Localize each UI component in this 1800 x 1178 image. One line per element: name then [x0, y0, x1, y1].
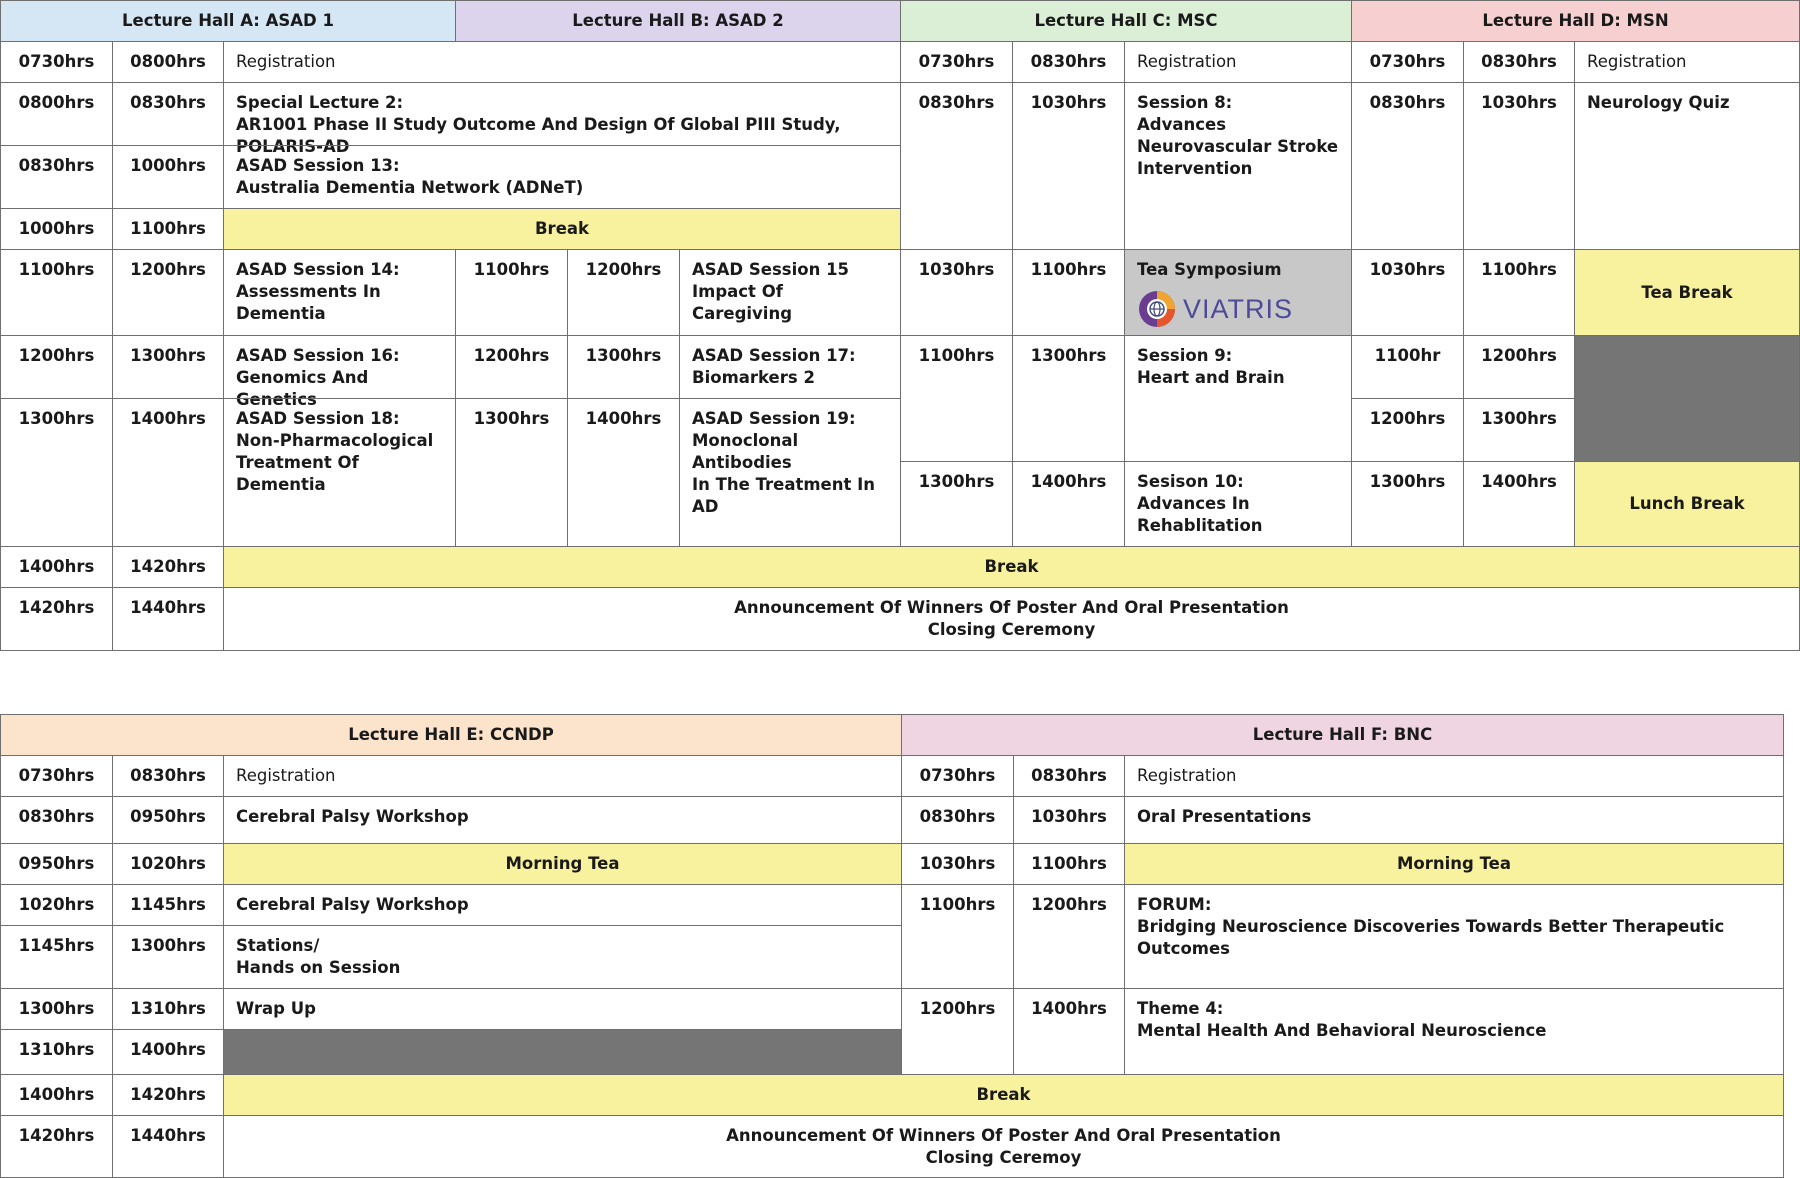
time-start: 1310hrs	[0, 1029, 113, 1075]
session-neurology-quiz: Neurology Quiz	[1574, 82, 1800, 250]
blocked-slot	[1574, 335, 1800, 462]
time-start: 1300hrs	[1351, 461, 1464, 547]
time-end: 0830hrs	[1013, 755, 1125, 797]
time-end: 1200hrs	[1013, 884, 1125, 989]
viatris-logo	[1137, 289, 1339, 329]
time-start: 0730hrs	[900, 41, 1013, 83]
time-end: 1420hrs	[112, 1074, 224, 1116]
hall-e-header: Lecture Hall E: CCNDP	[0, 714, 902, 756]
time-end: 1300hrs	[112, 335, 224, 399]
session-hands-on: Stations/ Hands on Session	[223, 925, 902, 989]
time-start: 1420hrs	[0, 1115, 113, 1178]
time-start: 1000hrs	[0, 208, 113, 250]
time-start: 1100hrs	[901, 884, 1014, 989]
session-9: Session 9: Heart and Brain	[1124, 335, 1352, 462]
time-start: 1400hrs	[0, 546, 113, 588]
session-asad-13: ASAD Session 13: Australia Dementia Network (ADNeT)	[223, 145, 901, 209]
time-end: 1400hrs	[112, 398, 224, 547]
session-wrap-up: Wrap Up	[223, 988, 902, 1030]
session-asad-17: ASAD Session 17: Biomarkers 2	[679, 335, 901, 399]
session-asad-14: ASAD Session 14: Assessments In Dementia	[223, 249, 456, 336]
session-registration: Registration	[223, 41, 901, 83]
tea-break-cell: Tea Break	[1574, 249, 1800, 336]
time-end: 1400hrs	[1012, 461, 1125, 547]
time-start: 1200hrs	[1351, 398, 1464, 462]
time-start: 0830hrs	[0, 145, 113, 209]
tea-symposium-cell	[1124, 249, 1352, 336]
session-asad-15: ASAD Session 15 Impact Of Caregiving	[679, 249, 901, 336]
session-theme-4: Theme 4: Mental Health And Behavioral Neuroscience	[1124, 988, 1784, 1075]
closing-ceremony-cell: Announcement Of Winners Of Poster And Oral Presentation Closing Ceremony	[223, 587, 1800, 651]
hall-d-header: Lecture Hall D: MSN	[1351, 0, 1800, 42]
closing-ceremony-cell: Announcement Of Winners Of Poster And Oral Presentation Closing Ceremoy	[223, 1115, 1784, 1178]
session-registration: Registration	[1124, 755, 1784, 797]
time-end: 0800hrs	[112, 41, 224, 83]
time-end: 1400hrs	[112, 1029, 224, 1075]
time-start: 1200hrs	[0, 335, 113, 399]
session-8: Session 8: Advances Neurovascular Stroke Intervention	[1124, 82, 1352, 250]
break-cell: Break	[223, 208, 901, 250]
session-cerebral-palsy-workshop: Cerebral Palsy Workshop	[223, 884, 902, 926]
break-cell: Break	[223, 546, 1800, 588]
globe-icon	[1137, 289, 1177, 329]
time-end: 1000hrs	[112, 145, 224, 209]
blocked-slot	[223, 1029, 902, 1075]
time-start: 1400hrs	[0, 1074, 113, 1116]
time-end: 1020hrs	[112, 843, 224, 885]
time-start: 1100hrs	[455, 249, 568, 336]
time-end: 1420hrs	[112, 546, 224, 588]
time-end: 1300hrs	[112, 925, 224, 989]
time-start: 1300hrs	[900, 461, 1013, 547]
time-start: 1300hrs	[0, 398, 113, 547]
time-end: 0830hrs	[112, 82, 224, 146]
session-cerebral-palsy-workshop: Cerebral Palsy Workshop	[223, 796, 902, 844]
time-end: 1100hrs	[112, 208, 224, 250]
time-end: 0830hrs	[112, 755, 224, 797]
session-special-lecture: Special Lecture 2: AR1001 Phase II Study Outcome And Design Of Global PIII Study, POLARIS-AD	[223, 82, 901, 146]
time-end: 1145hrs	[112, 884, 224, 926]
time-end: 1030hrs	[1013, 796, 1125, 844]
session-oral-presentations: Oral Presentations	[1124, 796, 1784, 844]
time-start: 0950hrs	[0, 843, 113, 885]
time-end: 1030hrs	[1012, 82, 1125, 250]
session-forum: FORUM: Bridging Neuroscience Discoveries Towards Better Therapeutic Outcomes	[1124, 884, 1784, 989]
time-end: 1400hrs	[1463, 461, 1575, 547]
time-start: 1300hrs	[0, 988, 113, 1030]
hall-a-header: Lecture Hall A: ASAD 1	[0, 0, 456, 42]
time-start: 0830hrs	[1351, 82, 1464, 250]
time-end: 1440hrs	[112, 587, 224, 651]
morning-tea-cell: Morning Tea	[1124, 843, 1784, 885]
time-start: 1100hrs	[900, 335, 1013, 462]
time-start: 1145hrs	[0, 925, 113, 989]
time-end: 1440hrs	[112, 1115, 224, 1178]
time-end: 1300hrs	[567, 335, 680, 399]
time-start: 0800hrs	[0, 82, 113, 146]
tea-symposium-title: Tea Symposium	[1137, 260, 1282, 279]
sponsor-name: VIATRIS	[1183, 294, 1294, 324]
time-end: 1100hrs	[1012, 249, 1125, 336]
session-registration: Registration	[1574, 41, 1800, 83]
time-start: 0830hrs	[901, 796, 1014, 844]
time-end: 1100hrs	[1013, 843, 1125, 885]
time-start: 1200hrs	[455, 335, 568, 399]
time-end: 1310hrs	[112, 988, 224, 1030]
time-start: 0730hrs	[1351, 41, 1464, 83]
session-10: Sesison 10: Advances In Rehablitation	[1124, 461, 1352, 547]
time-start: 1200hrs	[901, 988, 1014, 1075]
time-start: 1100hrs	[0, 249, 113, 336]
time-end: 1300hrs	[1012, 335, 1125, 462]
time-start: 1100hr	[1351, 335, 1464, 399]
session-registration: Registration	[1124, 41, 1352, 83]
time-start: 0730hrs	[901, 755, 1014, 797]
session-asad-16: ASAD Session 16: Genomics And Genetics	[223, 335, 456, 399]
time-end: 1400hrs	[567, 398, 680, 547]
time-end: 1200hrs	[567, 249, 680, 336]
morning-tea-cell: Morning Tea	[223, 843, 902, 885]
time-start: 1030hrs	[900, 249, 1013, 336]
time-start: 0730hrs	[0, 41, 113, 83]
break-cell: Break	[223, 1074, 1784, 1116]
time-start: 1300hrs	[455, 398, 568, 547]
session-asad-19: ASAD Session 19: Monoclonal Antibodies In The Treatment In AD	[679, 398, 901, 547]
time-start: 1030hrs	[901, 843, 1014, 885]
time-end: 1300hrs	[1463, 398, 1575, 462]
time-end: 0950hrs	[112, 796, 224, 844]
time-end: 0830hrs	[1012, 41, 1125, 83]
hall-b-header: Lecture Hall B: ASAD 2	[455, 0, 901, 42]
hall-c-header: Lecture Hall C: MSC	[900, 0, 1352, 42]
time-start: 0730hrs	[0, 755, 113, 797]
time-start: 1020hrs	[0, 884, 113, 926]
session-asad-18: ASAD Session 18: Non-Pharmacological Treatment Of Dementia	[223, 398, 456, 547]
time-end: 1200hrs	[1463, 335, 1575, 399]
time-end: 0830hrs	[1463, 41, 1575, 83]
hall-f-header: Lecture Hall F: BNC	[901, 714, 1784, 756]
time-start: 1420hrs	[0, 587, 113, 651]
time-end: 1030hrs	[1463, 82, 1575, 250]
time-end: 1400hrs	[1013, 988, 1125, 1075]
time-start: 0830hrs	[0, 796, 113, 844]
time-end: 1200hrs	[112, 249, 224, 336]
lunch-break-cell: Lunch Break	[1574, 461, 1800, 547]
time-start: 0830hrs	[900, 82, 1013, 250]
time-start: 1030hrs	[1351, 249, 1464, 336]
session-registration: Registration	[223, 755, 902, 797]
time-end: 1100hrs	[1463, 249, 1575, 336]
